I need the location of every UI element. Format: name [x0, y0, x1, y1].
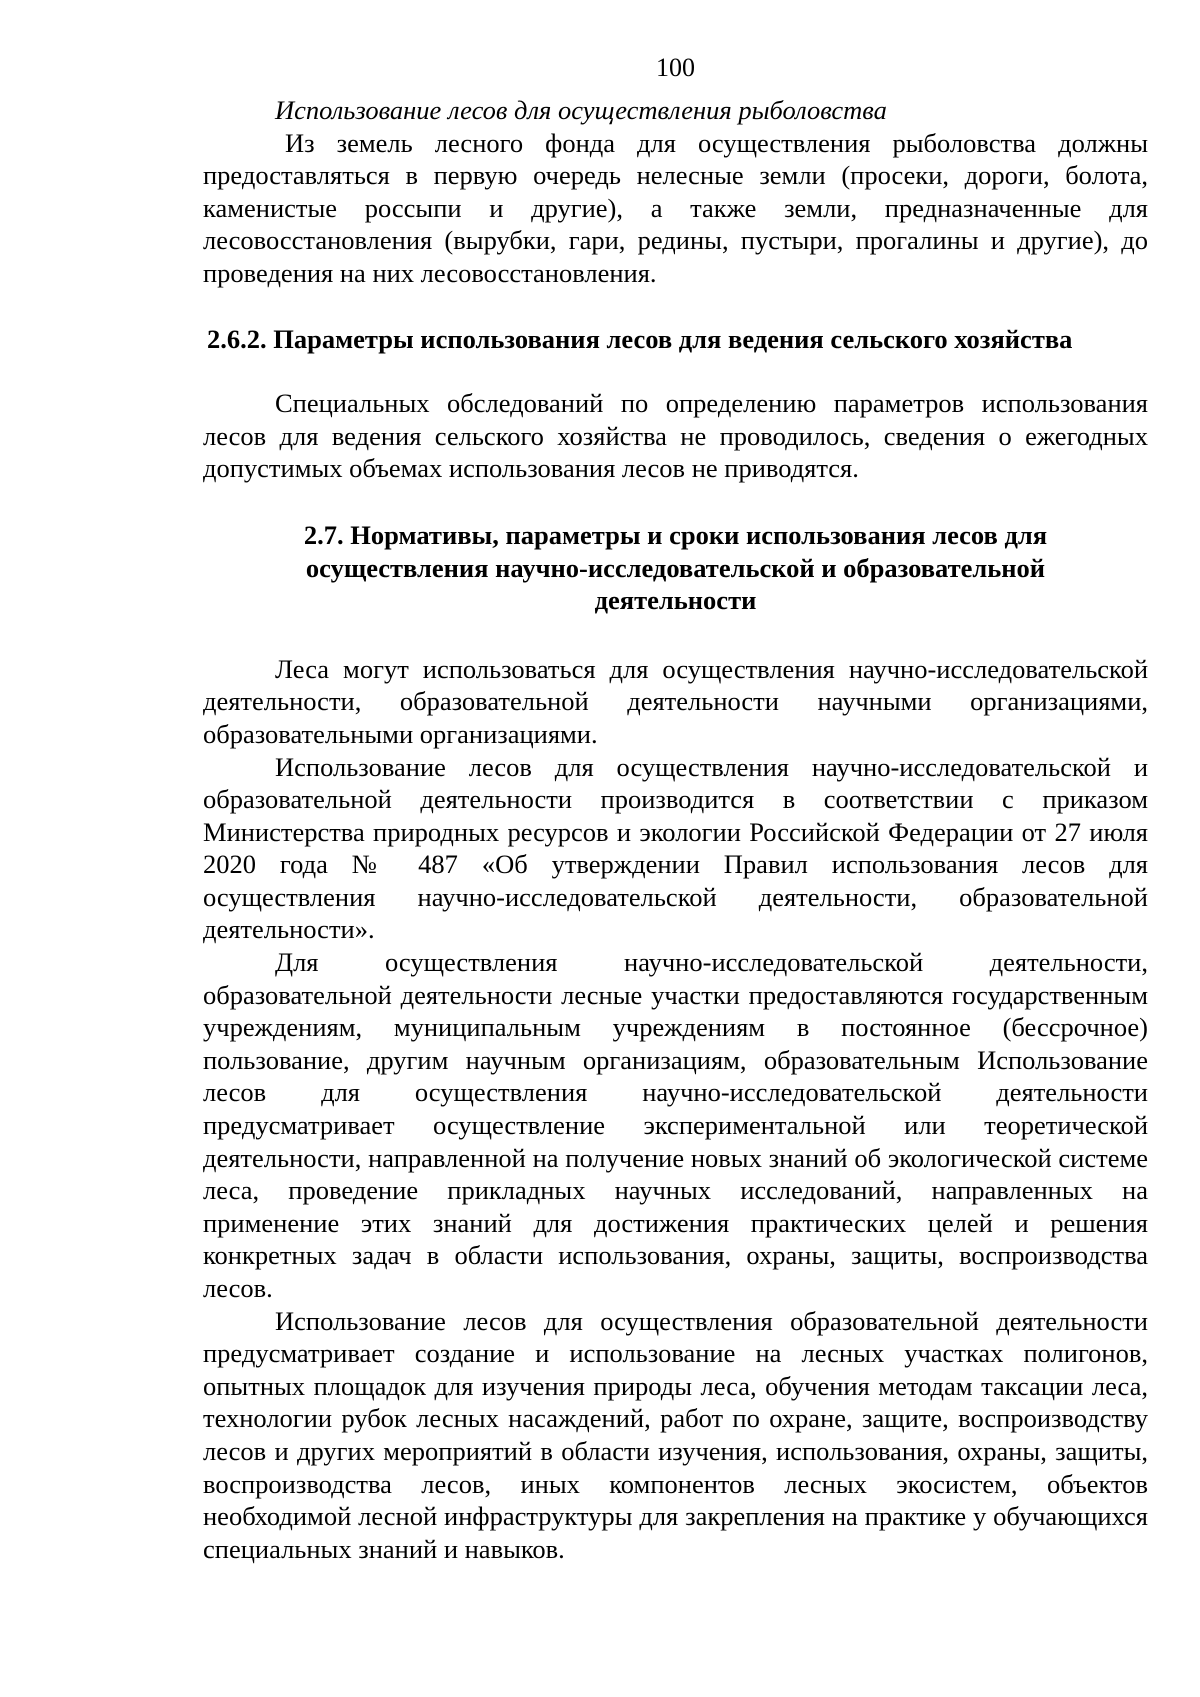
section-2-6-2-paragraph: Специальных обследований по определению параметров использования лесов для ведения сельского хозяйства не проводилось, сведения о ежегодных допустимых объемах использования лесов не приводятся.	[203, 388, 1148, 484]
section-2-6-2-heading: 2.6.2. Параметры использования лесов для ведения сельского хозяйства	[207, 323, 1073, 354]
section-2-7-paragraph-4: Использование лесов для осуществления образовательной деятельности предусматривает создание и использование на лесных участках полигонов, опытных площадок для изучения природы леса, обучения методам таксации леса, технологии рубок лесных насаждений, работ по охране, защите, воспроизводству лесов и других мероприятий в области изучения, использования, охраны, защиты, воспроизводства лесов, иных компонентов лесных экосистем, объектов необходимой лесной инфраструктуры для закрепления на практике у обучающихся специальных знаний и навыков.	[203, 1305, 1148, 1564]
section-2-7-heading: 2.7. Нормативы, параметры и сроки использования лесов для осуществления научно-исследовательской и образовательной деятельности	[303, 519, 1048, 616]
document-page	[203, 52, 1148, 1565]
section-2-7-paragraph-3: Для осуществления научно-исследовательской деятельности, образовательной деятельности лесные участки предоставляются государственным учреждениям, муниципальным учреждениям в постоянное (бессрочное) пользование, другим научным организациям, образовательным Использование лесов для осуществления научно-исследовательской деятельности предусматривает осуществление экспериментальной или теоретической деятельности, направленной на получение новых знаний об экологической системе леса, проведение прикладных научных исследований, направленных на применение этих знаний для достижения практических целей и решения конкретных задач в области использования, охраны, защиты, воспроизводства лесов.	[203, 947, 1148, 1303]
section-2-7-paragraph-2: Использование лесов для осуществления научно-исследовательской и образовательной деятельности производится в соответствии с приказом Министерства природных ресурсов и экологии Российской Федерации от 27 июля 2020 года № 487 «Об утверждении Правил использования лесов для осуществления научно-исследовательской деятельности, образовательной деятельности».	[203, 751, 1148, 945]
page-number: 100	[656, 53, 695, 82]
fishing-subheading: Использование лесов для осуществления рыболовства	[275, 95, 887, 125]
fishing-paragraph: Из земель лесного фонда для осуществления рыболовства должны предоставляться в первую очередь нелесные земли (просеки, дороги, болота, каменистые россыпи и другие), а также земли, предназначенные для лесовосстановления (вырубки, гари, редины, пустыри, прогалины и другие), до проведения на них лесовосстановления.	[203, 127, 1148, 288]
section-2-7-paragraph-1: Леса могут использоваться для осуществления научно-исследовательской деятельности, образовательной деятельности научными организациями, образовательными организациями.	[203, 653, 1148, 749]
